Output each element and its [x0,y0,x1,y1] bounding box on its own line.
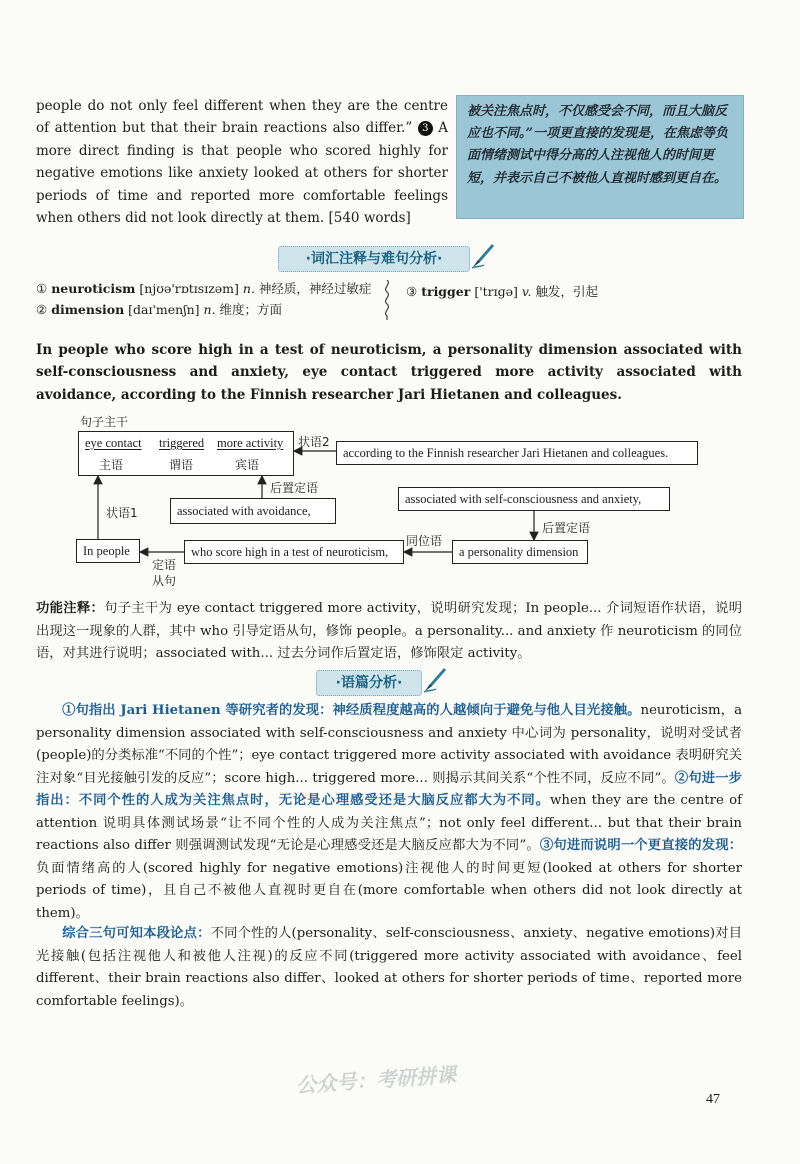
vocab-phonetic: [daɪ'menʃn] [128,302,200,317]
vocab-meaning: 神经质，神经过敏症 [258,281,372,296]
point-1-body: neuroticism，a personality dimension associated with self-consciousness and anxiety 中心词为 personality，说明对受试者(people)的分类标准“不同的个性”；eye contact triggered more activity associated with avoidance 表明研究关注对象“目光接触引发的反应”；score high... triggered more... 则揭示其间关系“个性不同，反应不同”。 [36,703,742,786]
postpos-attr-label-1: 后置定语 [270,481,319,495]
vocab-pos: n. [203,302,216,317]
passage-text-b: A more direct finding is that people who scored highly for negative emotions like anxiety looked at others for shorter periods of time and reported more comfortable feelings when others did not look directly at them. [540 words] [36,120,448,227]
function-note-label: 功能注释： [36,601,105,616]
verb-word: triggered [159,436,205,450]
summary-label: 综合三句可知本段论点： [62,926,211,941]
according-box: according to the Finnish researcher Jari Hietanen and colleagues. [336,441,698,465]
vocab-word: dimension [51,302,125,317]
watermark: 公众号：考研拼课 [295,1062,457,1098]
object-word: more activity [217,436,284,450]
vocab-phonetic: ['trɪɡə] [474,284,518,299]
pen-icon [422,664,448,694]
point-2-heading: ②句进一步指出：不同个性的人成为关注焦点时，无论是心理感受还是大脑反应都大为不同。 [36,770,742,808]
discourse-section-title: ·语篇分析· [335,675,403,691]
attr-clause-label-1: 定语 [152,558,177,572]
vocab-item-3 [406,282,736,302]
vocab-meaning: 触发，引起 [535,284,598,299]
vocab-meaning: 维度；方面 [219,302,283,317]
function-note-text: 句子主干为 eye contact triggered more activity，说明研究发现；In people... 介词短语作状语，说明出现这一现象的人群，其中 who 引导定语从句，修饰 people。a personality... and anxiety 作 neuroticism 的同位语，对其进行说明；associated with... 过去分词作后置定语，修饰限定 activity。 [36,601,742,661]
object-role: 宾语 [235,458,260,472]
subject-word: eye contact [85,436,142,450]
discourse-analysis-body [36,700,742,925]
summary-text: 不同个性的人(personality、self-consciousness、anxiety、negative emotions)对目光接触(包括注视他人和被他人注视)的反应不同(triggered more activity associated with avoidance、feel different、their brain reactions also differ、looked at others for shorter periods of time、reported more comfortable feelings)。 [36,926,742,1009]
appositive-label: 同位语 [406,534,443,548]
passage-paragraph [36,95,448,229]
avoidance-box: associated with avoidance, [170,498,336,524]
vocab-section-title: ·词汇注释与难句分析· [305,251,443,267]
vocab-section-banner [278,246,470,272]
vocab-pos: v. [521,284,532,299]
translation-box [456,95,744,219]
vocab-phonetic: [njʊə'rɒtɪsɪzəm] [139,281,239,296]
point-2-body: when they are the centre of attention 说明具体测试场景“让不同个性的人成为关注焦点”；not only feel different... but that their brain reactions also differ 则强调测试发现“无论是心理感受还是大脑反应都大为不同”。 [36,793,743,853]
vocab-num: ① [36,281,48,296]
main-clause-label: 句子主干 [80,415,129,429]
pen-icon [470,240,496,270]
passage-text-a: people do not only feel different when they are the centre of attention but that their brain reactions also differ.” [36,98,448,137]
attr-clause-label-2: 从句 [152,574,177,588]
self-consciousness-box: associated with self-consciousness and anxiety, [398,487,670,511]
vocab-item-1 [36,279,396,299]
vocab-word: neuroticism [51,281,136,296]
in-people-box: In people [76,539,140,563]
translation-text: 被关注焦点时，不仅感受会不同，而且大脑反应也不同。”一项更直接的发现是，在焦虑等负面情绪测试中得分高的人注视他人的时间更短，并表示自己不被他人直视时感到更自在。 [467,104,728,186]
personality-box: a personality dimension [452,540,588,564]
adverbial2-label: 状语2 [298,435,330,449]
discourse-section-banner [316,670,422,696]
sentence-marker-3: 3 [418,121,433,136]
vocab-item-2 [36,300,396,320]
vocab-word: trigger [421,284,471,299]
vocab-pos: n. [242,281,255,296]
score-box: who score high in a test of neuroticism, [184,540,404,564]
function-note [36,598,742,666]
postpos-attr-label-2: 后置定语 [542,521,591,535]
point-3-heading: ③句进而说明一个更直接的发现： [539,838,743,853]
summary-paragraph [36,923,742,1013]
subject-role: 主语 [99,458,124,472]
adverbial1-label: 状语1 [106,506,138,520]
point-1-heading: ①句指出 Jari Hietanen 等研究者的发现：神经质程度越高的人越倾向于避免与他人目光接触。 [62,703,641,718]
vocab-num: ② [36,302,48,317]
main-clause-box [78,431,294,476]
key-sentence: In people who score high in a test of neuroticism, a personality dimension associated with self-consciousness and anxiety, eye contact triggered more activity associated with avoidance, according to the Finnish researcher Jari Hietanen and colleagues. [36,342,742,403]
wavy-divider [380,280,394,320]
verb-role: 谓语 [169,458,194,472]
vocab-num: ③ [406,284,418,299]
page-number: 47 [706,1092,720,1107]
point-3-body: 负面情绪高的人(scored highly for negative emotions)注视他人的时间更短(looked at others for shorter periods of time)，且自己不被他人直视时更自在(more comfortable when others did not look directly at them)。 [36,860,742,921]
